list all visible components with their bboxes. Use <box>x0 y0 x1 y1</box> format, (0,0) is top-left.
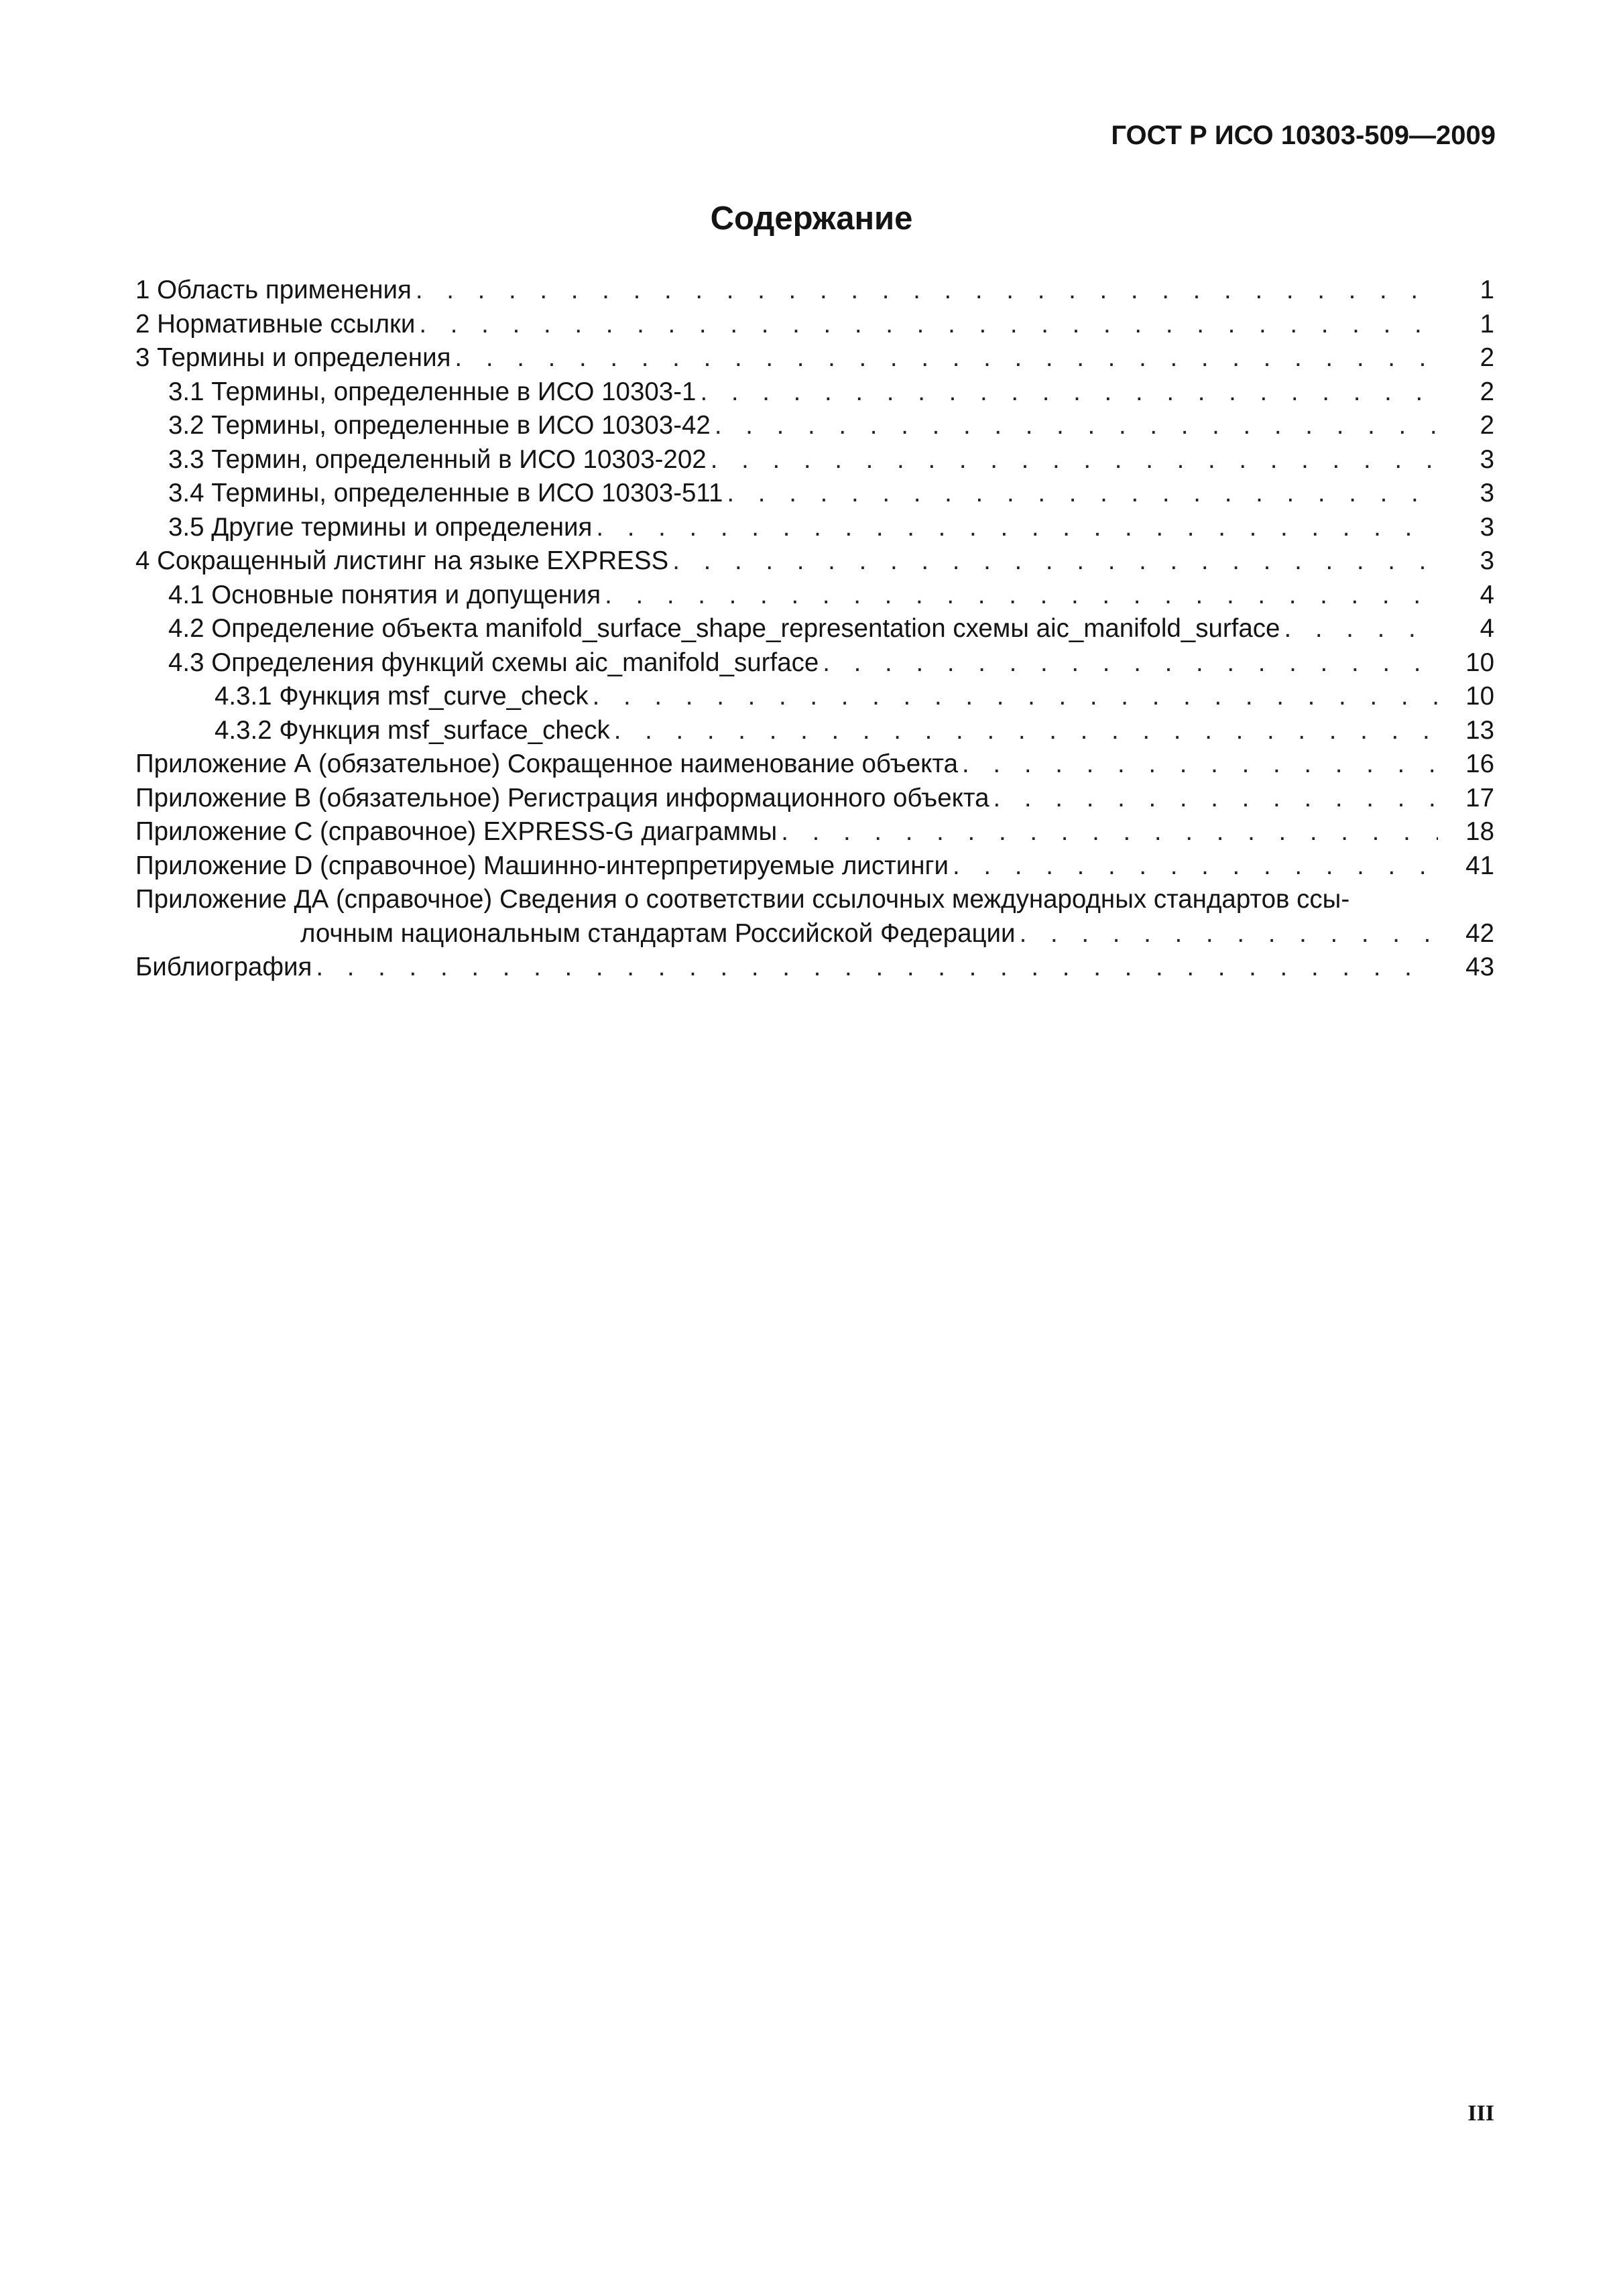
page-number: III <box>1467 2101 1494 2126</box>
dot-leader <box>416 274 1438 308</box>
toc-entry[interactable] <box>135 544 1494 579</box>
toc-entry[interactable] <box>135 612 1494 646</box>
toc-entry-title: 3.3 Термин, определенный в ИСО 10303-202 <box>168 444 707 474</box>
toc-entry[interactable] <box>135 511 1494 545</box>
toc-page-number: 2 <box>1480 411 1494 440</box>
toc-entry-title: Приложение ДА (справочное) Сведения о соответствии ссылочных международных стандартов ссы- <box>135 885 1350 914</box>
toc-page-number: 10 <box>1465 682 1494 711</box>
toc-page-number: 3 <box>1480 479 1494 507</box>
toc-entry-title-continuation: лочным национальным стандартам Российской Федерации <box>300 918 1016 948</box>
dot-leader <box>614 714 1438 748</box>
toc-entry[interactable] <box>135 646 1494 680</box>
toc-entry-title: 3.4 Термины, определенные в ИСО 10303-511 <box>168 479 723 507</box>
toc-entry-title: 3 Термины и определения <box>135 343 451 372</box>
toc-entry[interactable] <box>135 409 1494 443</box>
toc-entry[interactable] <box>135 341 1494 375</box>
toc-entry-title: Приложение В (обязательное) Регистрация информационного объекта <box>135 783 989 812</box>
toc-entry-title: 4.3.2 Функция msf_surface_check <box>215 715 610 745</box>
dot-leader <box>727 477 1438 511</box>
dot-leader <box>994 782 1438 816</box>
dot-leader <box>711 443 1438 477</box>
dot-leader <box>715 409 1438 443</box>
toc-page-number: 10 <box>1465 648 1494 677</box>
toc-page-number: 3 <box>1480 546 1494 575</box>
dot-leader <box>962 747 1438 782</box>
dot-leader <box>419 308 1438 342</box>
dot-leader <box>1020 917 1438 951</box>
toc-entry-title: 3.2 Термины, определенные в ИСО 10303-42 <box>168 411 711 440</box>
dot-leader <box>596 511 1438 545</box>
dot-leader <box>823 646 1438 680</box>
toc-entry[interactable] <box>135 849 1494 884</box>
toc-entry[interactable] <box>135 883 1494 951</box>
dot-leader <box>593 680 1438 714</box>
toc-title: Содержание <box>710 200 913 237</box>
toc-page-number: 43 <box>1465 953 1494 981</box>
toc-entry[interactable] <box>135 274 1494 308</box>
toc-entry[interactable] <box>135 747 1494 782</box>
toc-entry[interactable] <box>135 815 1494 849</box>
toc-page-number: 17 <box>1465 783 1494 812</box>
toc-page-number: 4 <box>1480 614 1494 643</box>
toc-page-number: 3 <box>1480 444 1494 474</box>
toc-page-number: 1 <box>1480 276 1494 304</box>
toc-entry-title: 3.5 Другие термины и определения <box>168 512 593 542</box>
toc-page-number: 1 <box>1480 309 1494 339</box>
toc-entry-title: 4.1 Основные понятия и допущения <box>168 580 601 609</box>
toc-entry-title: 4.2 Определение объекта manifold_surface_shape_representation схемы aic_manifold_surface <box>168 614 1280 643</box>
toc-entry-title: 4.3.1 Функция msf_curve_check <box>215 682 589 711</box>
table-of-contents <box>135 274 1494 985</box>
toc-entry-title: 2 Нормативные ссылки <box>135 309 416 339</box>
toc-page-number: 16 <box>1465 749 1494 778</box>
toc-entry[interactable] <box>135 782 1494 816</box>
dot-leader <box>605 579 1438 613</box>
toc-page-number: 3 <box>1480 512 1494 542</box>
toc-entry-title: Приложение D (справочное) Машинно-интерпретируемые листинги <box>135 851 949 880</box>
toc-page-number: 42 <box>1465 918 1494 948</box>
toc-page-number: 2 <box>1480 343 1494 372</box>
toc-entry[interactable] <box>135 714 1494 748</box>
toc-entry-title: Приложение А (обязательное) Сокращенное наименование объекта <box>135 749 959 778</box>
toc-entry-title: 4 Сокращенный листинг на языке EXPRESS <box>135 546 669 575</box>
toc-page-number: 18 <box>1465 817 1494 846</box>
toc-entry-title: 4.3 Определения функций схемы aic_manifold_surface <box>168 648 819 677</box>
toc-entry-title: 3.1 Термины, определенные в ИСО 10303-1 <box>168 377 697 406</box>
toc-entry[interactable] <box>135 443 1494 477</box>
toc-entry[interactable] <box>135 680 1494 714</box>
toc-page-number: 41 <box>1465 851 1494 880</box>
toc-page-number: 4 <box>1480 580 1494 609</box>
toc-entry[interactable] <box>135 477 1494 511</box>
toc-entry[interactable] <box>135 579 1494 613</box>
toc-entry[interactable] <box>135 375 1494 410</box>
toc-entry-title: Библиография <box>135 953 312 981</box>
toc-page-number: 13 <box>1465 715 1494 745</box>
dot-leader <box>672 544 1438 579</box>
toc-entry[interactable] <box>135 951 1494 985</box>
dot-leader <box>455 341 1438 375</box>
dot-leader <box>953 849 1438 884</box>
toc-entry[interactable] <box>135 308 1494 342</box>
dot-leader <box>781 815 1438 849</box>
toc-entry-title: 1 Область применения <box>135 276 412 304</box>
dot-leader <box>1284 612 1438 646</box>
dot-leader <box>316 951 1438 985</box>
toc-entry-title: Приложение С (справочное) EXPRESS-G диаграммы <box>135 817 778 846</box>
dot-leader <box>700 375 1438 410</box>
document-header: ГОСТ Р ИСО 10303-509—2009 <box>1111 121 1496 150</box>
toc-page-number: 2 <box>1480 377 1494 406</box>
